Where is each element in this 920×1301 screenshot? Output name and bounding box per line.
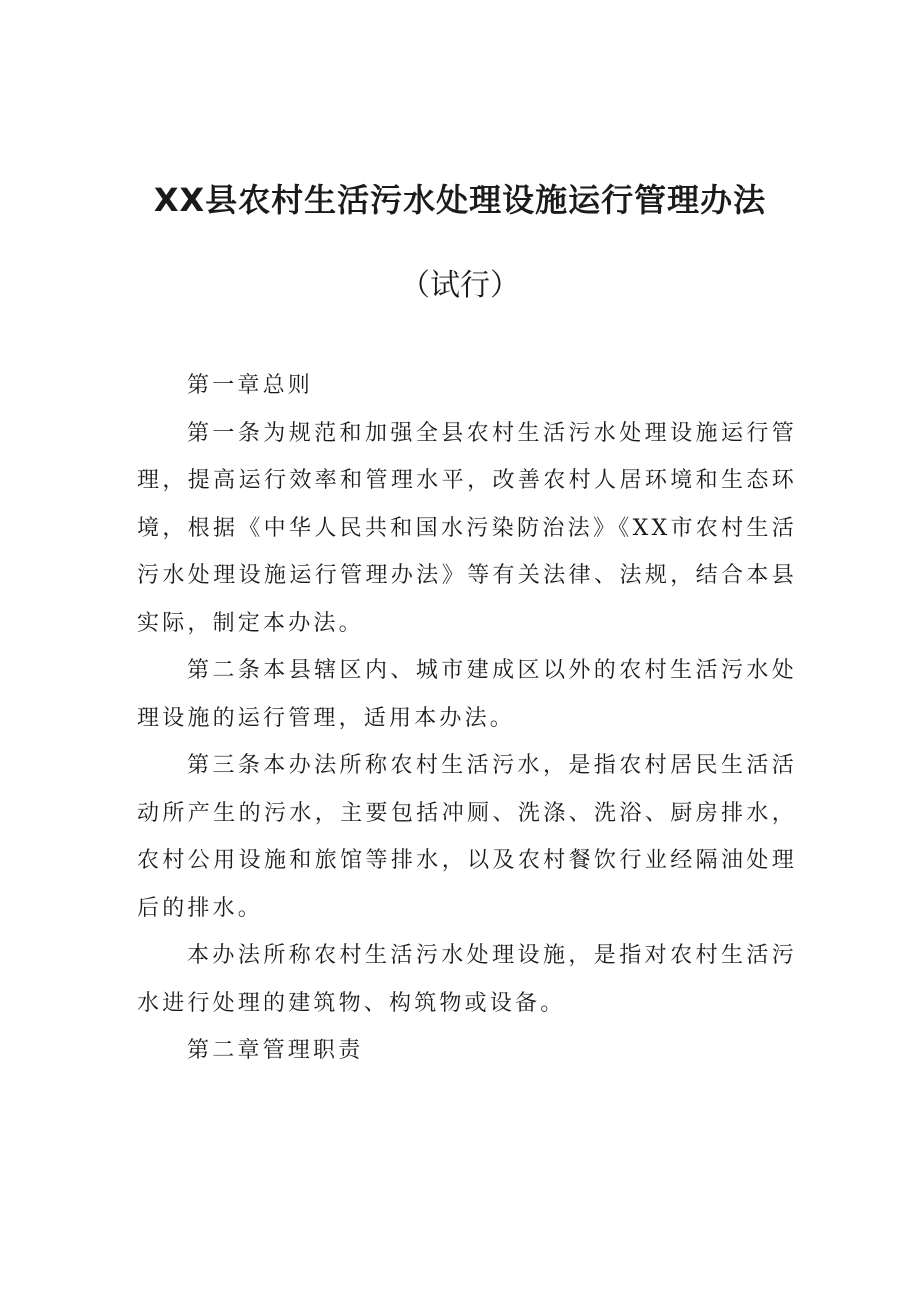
article-paragraph: 第三条本办法所称农村生活污水，是指农村居民生活活动所产生的污水，主要包括冲厕、洗涤、洗浴、厨房排水，农村公用设施和旅馆等排水，以及农村餐饮行业经隔油处理后的排水。 bbox=[137, 753, 797, 921]
document-subtitle: （试行） bbox=[400, 268, 520, 303]
chapter-heading: 第一章总则 bbox=[187, 373, 314, 398]
chapter-heading: 第二章管理职责 bbox=[187, 1038, 364, 1063]
document-body bbox=[137, 362, 797, 1075]
article-paragraph: 本办法所称农村生活污水处理设施，是指对农村生活污水进行处理的建筑物、构筑物或设备。 bbox=[137, 943, 797, 1016]
document-title: XX县农村生活污水处理设施运行管理办法 bbox=[153, 181, 767, 219]
article-paragraph: 第二条本县辖区内、城市建成区以外的农村生活污水处理设施的运行管理，适用本办法。 bbox=[137, 658, 797, 731]
article-paragraph: 第一条为规范和加强全县农村生活污水处理设施运行管理，提高运行效率和管理水平，改善农村人居环境和生态环境，根据《中华人民共和国水污染防治法》《XX市农村生活污水处理设施运行管理办法》等有关法律、法规，结合本县实际，制定本办法。 bbox=[137, 420, 797, 636]
